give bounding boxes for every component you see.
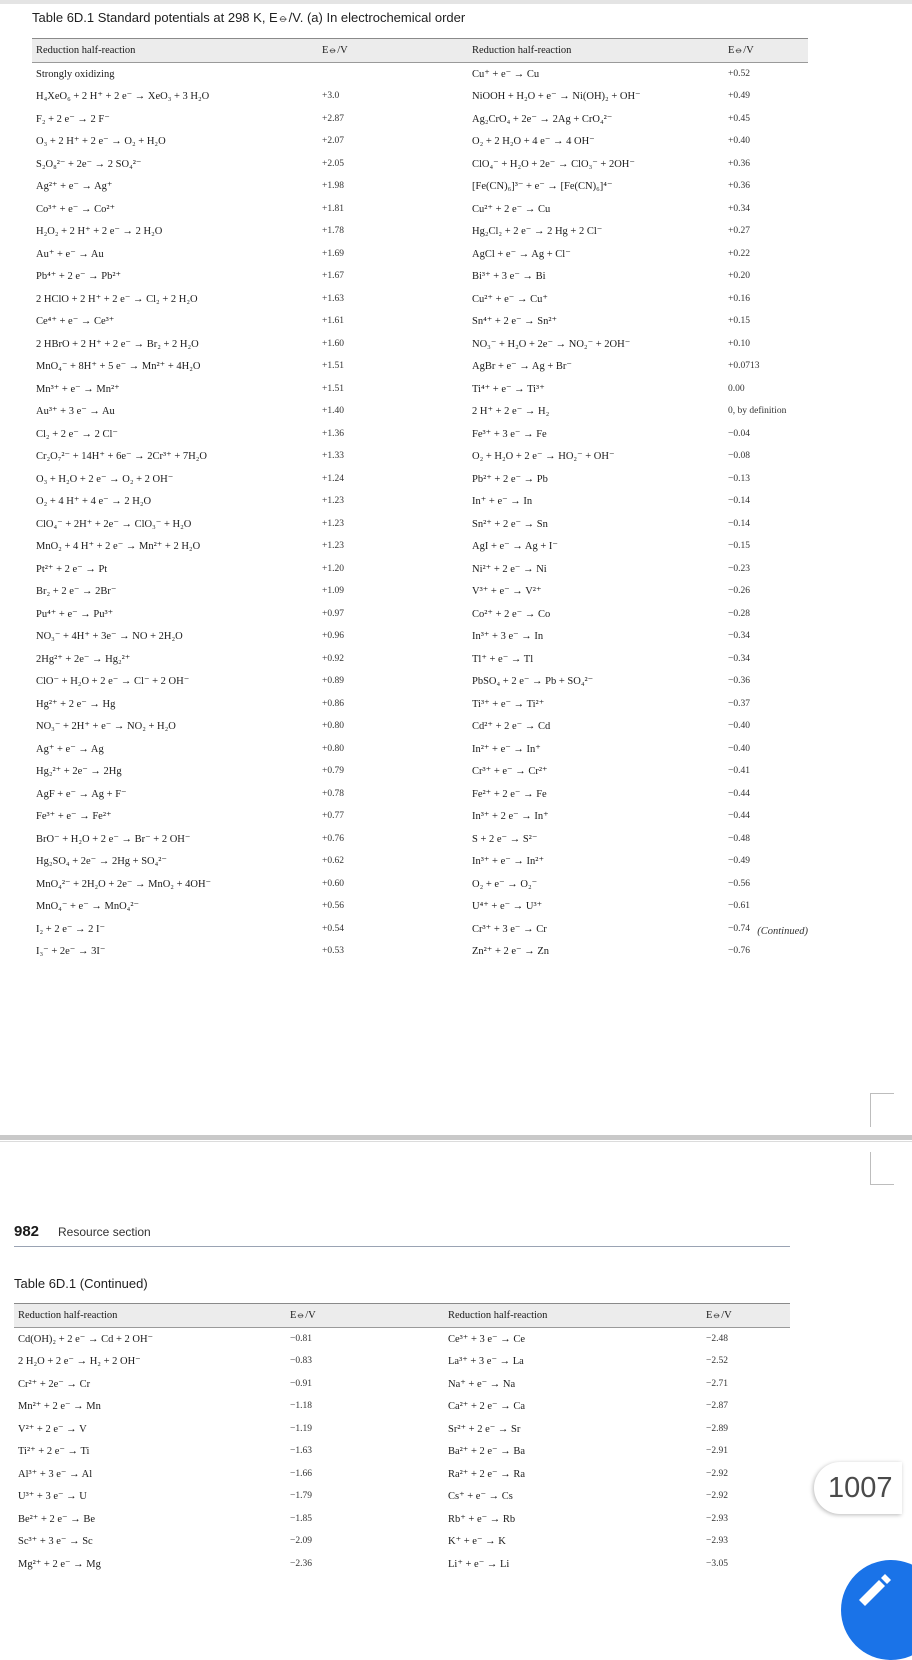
table-row [32,558,808,581]
cell-potential-left: +0.60 [322,878,344,889]
table-row [32,490,808,513]
cell-potential-left: +1.24 [322,473,344,484]
cell-potential-left: +2.87 [322,113,344,124]
cell-reaction-right: Fe²⁺ + 2 e⁻ → Fe [472,788,547,800]
cell-potential-left: −0.91 [290,1378,312,1389]
table-row [32,175,808,198]
cell-reaction-right: Sn⁴⁺ + 2 e⁻ → Sn²⁺ [472,316,558,328]
cell-potential-left: −1.63 [290,1446,312,1457]
cell-reaction-left: Ag²⁺ + e⁻ → Ag⁺ [36,181,113,193]
cell-potential-left: −0.81 [290,1334,312,1344]
table-row [32,738,808,761]
cell-reaction-right: AgCl + e⁻ → Ag + Cl⁻ [472,248,571,260]
cell-reaction-right: Ce³⁺ + 3 e⁻ → Ce [448,1334,526,1345]
table-row [32,535,808,558]
table-row [32,265,808,288]
pencil-icon [845,1566,895,1606]
cell-reaction-left: 2 H₂O + 2 e⁻ → H₂ + 2 OH⁻ [18,1356,141,1368]
page-indicator-scroll-handle[interactable] [814,1462,902,1514]
table-row [14,1328,790,1351]
cell-reaction-right: La³⁺ + 3 e⁻ → La [448,1356,524,1368]
cell-potential-right: −0.26 [728,586,750,597]
cell-potential-left: +0.80 [322,721,344,732]
cell-potential-right: −2.87 [706,1401,728,1412]
cell-potential-right: −0.74 [728,923,750,934]
table-row [14,1418,790,1441]
table-row [14,1373,790,1396]
continued-note: (Continued) [757,926,808,937]
cell-reaction-right: AgI + e⁻ → Ag + I⁻ [472,541,558,553]
column-header-potential-left: E⦵/V [290,1304,448,1328]
cell-potential-left: +0.92 [322,653,344,664]
cell-potential-left: +0.89 [322,676,344,687]
cell-potential-right: −0.28 [728,608,750,619]
section-label: Resource section [58,1225,151,1239]
cell-reaction-left: S₂O₈²⁻ + 2e⁻ → 2 SO₄²⁻ [36,158,142,170]
cell-reaction-right: Ag₂CrO₄ + 2e⁻ → 2Ag + CrO₄²⁻ [472,113,613,125]
cell-reaction-left: I₂ + 2 e⁻ → 2 I⁻ [36,923,106,935]
cell-reaction-right: Cs⁺ + e⁻ → Cs [448,1491,513,1503]
page-edge-mark [870,1093,871,1127]
table-row [32,895,808,918]
cell-reaction-left: MnO₄⁻ + e⁻ → MnO₄²⁻ [36,901,140,913]
table-row [14,1395,790,1418]
cell-potential-left: +1.60 [322,338,344,349]
cell-reaction-left: 2Hg²⁺ + 2e⁻ → Hg₂²⁺ [36,653,131,665]
table-row [32,288,808,311]
cell-potential-left: +1.51 [322,383,344,394]
cell-potential-left [322,63,472,86]
cell-reaction-left: Sc³⁺ + 3 e⁻ → Sc [18,1536,93,1548]
cell-reaction-right: In²⁺ + e⁻ → In⁺ [472,743,541,755]
cell-potential-left: +1.40 [322,406,344,417]
cell-potential-right: −0.41 [728,766,750,777]
cell-potential-right: −2.52 [706,1356,728,1367]
cell-potential-right: −0.37 [728,698,750,709]
cell-potential-left: +2.05 [322,158,344,169]
standard-potentials-table [32,38,808,963]
cell-reaction-left: V²⁺ + 2 e⁻ → V [18,1423,87,1435]
cell-reaction-right: Cd²⁺ + 2 e⁻ → Cd [472,721,551,733]
cell-potential-left: −1.85 [290,1513,312,1524]
table-row [32,355,808,378]
page-indicator-label: 1007 [828,1472,893,1504]
cell-reaction-left: Br₂ + 2 e⁻ → 2Br⁻ [36,586,117,598]
cell-reaction-right: Cr³⁺ + e⁻ → Cr²⁺ [472,766,548,778]
cell-reaction-left: Mn³⁺ + e⁻ → Mn²⁺ [36,383,120,395]
cell-potential-left: +2.07 [322,136,344,147]
cell-potential-left: +0.56 [322,901,344,912]
cell-reaction-left: Al³⁺ + 3 e⁻ → Al [18,1468,93,1480]
table-row [32,153,808,176]
cell-potential-left: +1.78 [322,226,344,237]
cell-potential-left: +0.86 [322,698,344,709]
cell-potential-right: −2.93 [706,1513,728,1524]
cell-potential-left: −1.18 [290,1401,312,1412]
cell-potential-right: +0.22 [728,248,750,259]
cell-potential-right: +0.10 [728,338,750,349]
cell-reaction-right: Cu²⁺ + 2 e⁻ → Cu [472,203,551,215]
cell-reaction-left: Pb⁴⁺ + 2 e⁻ → Pb²⁺ [36,271,122,283]
table-row [32,198,808,221]
cell-potential-left: −0.83 [290,1356,312,1367]
cell-reaction-left: ClO⁻ + H₂O + 2 e⁻ → Cl⁻ + 2 OH⁻ [36,676,190,688]
cell-potential-left: +1.67 [322,271,344,282]
cell-potential-left: +1.09 [322,586,344,597]
cell-potential-right: −0.15 [728,541,750,552]
cell-reaction-left: Au³⁺ + 3 e⁻ → Au [36,406,115,418]
table-row [32,310,808,333]
cell-potential-right: −0.48 [728,833,750,844]
cell-potential-left: +0.78 [322,788,344,799]
table-header-row [14,1304,790,1328]
cell-potential-right: −2.91 [706,1446,728,1457]
cell-reaction-right: NO₃⁻ + H₂O + 2e⁻ → NO₂⁻ + 2OH⁻ [472,338,631,350]
cell-potential-right: +0.15 [728,316,750,327]
cell-potential-left: +1.69 [322,248,344,259]
table-row [32,715,808,738]
cell-potential-right: +0.0713 [728,361,760,372]
page-edge-mark [870,1184,894,1185]
cell-reaction-right: Sr²⁺ + 2 e⁻ → Sr [448,1423,521,1435]
cell-potential-left: −1.66 [290,1468,312,1479]
cell-potential-right: −0.14 [728,518,750,529]
table-row [32,130,808,153]
cell-reaction-right: PbSO₄ + 2 e⁻ → Pb + SO₄²⁻ [472,676,594,688]
cell-reaction-left: Cr²⁺ + 2e⁻ → Cr [18,1378,91,1390]
cell-reaction-left: Hg²⁺ + 2 e⁻ → Hg [36,698,116,710]
table-row [14,1485,790,1508]
column-header-reaction-left: Reduction half-reaction [32,39,322,63]
cell-potential-left: +1.63 [322,293,344,304]
cell-reaction-right: Zn²⁺ + 2 e⁻ → Zn [472,946,550,958]
cell-potential-right: +0.34 [728,203,750,214]
page-number: 982 [14,1223,40,1240]
cell-potential-right: −0.34 [728,631,750,642]
standard-potentials-table-continued [14,1303,790,1575]
column-header-reaction-left: Reduction half-reaction [14,1304,290,1328]
table-caption: Table 6D.1 Standard potentials at 298 K, E⦵/V. (a) In electrochemical order [32,10,466,25]
cell-potential-right: −0.08 [728,451,750,462]
cell-reaction-left: Hg₂²⁺ + 2e⁻ → 2Hg [36,766,122,778]
cell-potential-right: −2.89 [706,1423,728,1434]
cell-reaction-right: V³⁺ + e⁻ → V²⁺ [472,586,542,598]
cell-potential-right: −3.05 [706,1558,728,1569]
cell-reaction-right: Li⁺ + e⁻ → Li [448,1558,510,1570]
cell-reaction-left: Ce⁴⁺ + e⁻ → Ce³⁺ [36,316,115,328]
cell-reaction-left: MnO₄⁻ + 8H⁺ + 5 e⁻ → Mn²⁺ + 4H₂O [36,361,201,373]
cell-reaction-right: [Fe(CN)₆]³⁻ + e⁻ → [Fe(CN)₆]⁴⁻ [472,181,613,193]
cell-potential-right: 0, by definition [728,406,787,417]
cell-reaction-right: O₂ + 2 H₂O + 4 e⁻ → 4 OH⁻ [472,136,595,148]
cell-reaction-left: O₃ + 2 H⁺ + 2 e⁻ → O₂ + H₂O [36,136,166,148]
cell-reaction-right: Ra²⁺ + 2 e⁻ → Ra [448,1468,526,1480]
cell-potential-left: +1.23 [322,541,344,552]
cell-reaction-right: O₂ + e⁻ → O₂⁻ [472,878,538,890]
cell-reaction-right: Ba²⁺ + 2 e⁻ → Ba [448,1446,526,1458]
cell-potential-left: +1.81 [322,203,344,214]
page-separator [0,1135,912,1140]
cell-reaction-left: Strongly oxidizing [36,68,115,80]
cell-reaction-left: U³⁺ + 3 e⁻ → U [18,1491,87,1503]
edit-button[interactable] [841,1560,912,1660]
cell-potential-left: −1.19 [290,1423,312,1434]
table-row [32,648,808,671]
cell-potential-right: −0.44 [728,788,750,799]
cell-potential-left: +1.20 [322,563,344,574]
cell-reaction-right: Rb⁺ + e⁻ → Rb [448,1513,516,1525]
cell-potential-left: +1.23 [322,496,344,507]
cell-reaction-left: Au⁺ + e⁻ → Au [36,248,104,260]
cell-reaction-left: Cr₂O₇²⁻ + 14H⁺ + 6e⁻ → 2Cr³⁺ + 7H₂O [36,451,207,463]
cell-reaction-right: ClO₄⁻ + H₂O + 2e⁻ → ClO₃⁻ + 2OH⁻ [472,158,635,170]
table-row [32,670,808,693]
cell-reaction-right: In³⁺ + 3 e⁻ → In [472,631,544,643]
cell-reaction-right: Ti³⁺ + e⁻ → Ti²⁺ [472,698,545,710]
cell-potential-left: +0.54 [322,923,344,934]
column-header-reaction-right: Reduction half-reaction [448,1304,706,1328]
cell-reaction-left: H₂O₂ + 2 H⁺ + 2 e⁻ → 2 H₂O [36,226,163,238]
cell-potential-left: +0.53 [322,946,344,957]
cell-reaction-left: O₃ + H₂O + 2 e⁻ → O₂ + 2 OH⁻ [36,473,174,485]
column-header-potential-right: E⦵/V [728,39,808,63]
table-row [32,940,808,963]
cell-potential-left: +0.96 [322,631,344,642]
cell-reaction-right: S + 2 e⁻ → S²⁻ [472,833,538,845]
table-row [32,220,808,243]
top-divider [0,0,912,4]
cell-potential-left: +0.97 [322,608,344,619]
table-row [32,873,808,896]
table-row [32,63,808,86]
cell-reaction-left: AgF + e⁻ → Ag + F⁻ [36,788,127,800]
cell-potential-left: +0.79 [322,766,344,777]
cell-reaction-left: Pt²⁺ + 2 e⁻ → Pt [36,563,108,575]
cell-potential-left: +0.77 [322,811,344,822]
cell-reaction-right: NiOOH + H₂O + e⁻ → Ni(OH)₂ + OH⁻ [472,91,641,103]
cell-reaction-right: Cu⁺ + e⁻ → Cu [472,69,540,80]
cell-reaction-right: Fe³⁺ + 3 e⁻ → Fe [472,428,547,440]
cell-potential-right: −2.92 [706,1491,728,1502]
cell-reaction-left: 2 HClO + 2 H⁺ + 2 e⁻ → Cl₂ + 2 H₂O [36,293,198,305]
cell-reaction-left: BrO⁻ + H₂O + 2 e⁻ → Br⁻ + 2 OH⁻ [36,833,191,845]
cell-potential-right: −0.40 [728,721,750,732]
table-row [32,693,808,716]
cell-reaction-right: Tl⁺ + e⁻ → Tl [472,653,534,665]
cell-potential-left: +3.0 [322,91,340,102]
cell-reaction-left: Hg₂SO₄ + 2e⁻ → 2Hg + SO₄²⁻ [36,856,167,868]
page-separator-line [0,1141,912,1142]
table-row [14,1463,790,1486]
cell-potential-left: +1.23 [322,518,344,529]
cell-reaction-right: In³⁺ + 2 e⁻ → In⁺ [472,811,549,823]
cell-potential-left: −2.09 [290,1536,312,1547]
cell-potential-right: −0.23 [728,563,750,574]
cell-potential-right: 0.00 [728,383,745,394]
table-row [32,333,808,356]
cell-potential-left: +0.62 [322,856,344,867]
cell-potential-left: −2.36 [290,1558,312,1569]
cell-reaction-right: Cr³⁺ + 3 e⁻ → Cr [472,923,547,935]
table-row [32,445,808,468]
cell-reaction-right: Ti⁴⁺ + e⁻ → Ti³⁺ [472,383,545,395]
cell-reaction-left: Be²⁺ + 2 e⁻ → Be [18,1513,96,1525]
cell-reaction-left: Mn²⁺ + 2 e⁻ → Mn [18,1401,101,1413]
page-edge-mark [870,1152,871,1185]
table-row [32,243,808,266]
table-row [32,805,808,828]
cell-reaction-left: Cd(OH)₂ + 2 e⁻ → Cd + 2 OH⁻ [18,1334,154,1345]
cell-reaction-left: O₂ + 4 H⁺ + 4 e⁻ → 2 H₂O [36,496,152,508]
cell-potential-right: −0.40 [728,743,750,754]
table-row [32,625,808,648]
cell-potential-left: +0.80 [322,743,344,754]
table-row [32,603,808,626]
cell-potential-right: −2.48 [706,1334,728,1344]
cell-reaction-right: Co²⁺ + 2 e⁻ → Co [472,608,551,620]
cell-reaction-left: Pu⁴⁺ + e⁻ → Pu³⁺ [36,608,114,620]
table-row [32,108,808,131]
cell-reaction-left: Ag⁺ + e⁻ → Ag [36,743,104,755]
cell-reaction-right: In³⁺ + e⁻ → In²⁺ [472,856,544,868]
cell-reaction-left: Co³⁺ + e⁻ → Co²⁺ [36,203,116,215]
cell-reaction-right: AgBr + e⁻ → Ag + Br⁻ [472,361,572,373]
page-edge-mark [870,1093,894,1094]
cell-potential-left: +0.76 [322,833,344,844]
cell-potential-right: +0.16 [728,293,750,304]
table-row [32,423,808,446]
cell-potential-right: +0.36 [728,158,750,169]
cell-reaction-left: NO₃⁻ + 4H⁺ + 3e⁻ → NO + 2H₂O [36,631,183,643]
cell-reaction-right: Hg₂Cl₂ + 2 e⁻ → 2 Hg + 2 Cl⁻ [472,226,603,238]
cell-reaction-left: H₄XeO₆ + 2 H⁺ + 2 e⁻ → XeO₃ + 3 H₂O [36,91,210,103]
table-row [32,918,808,941]
cell-reaction-left: Cl₂ + 2 e⁻ → 2 Cl⁻ [36,428,118,440]
cell-potential-right: +0.40 [728,136,750,147]
cell-reaction-left: ClO₄⁻ + 2H⁺ + 2e⁻ → ClO₃⁻ + H₂O [36,518,192,530]
table-row [14,1530,790,1553]
header-rule [14,1246,790,1247]
cell-reaction-left: 2 HBrO + 2 H⁺ + 2 e⁻ → Br₂ + 2 H₂O [36,338,199,350]
cell-potential-right: +0.36 [728,181,750,192]
cell-potential-right: −0.61 [728,901,750,912]
cell-potential-right: +0.45 [728,113,750,124]
cell-reaction-left: Mg²⁺ + 2 e⁻ → Mg [18,1558,101,1570]
cell-potential-right: +0.49 [728,91,750,102]
cell-potential-right: −0.49 [728,856,750,867]
cell-potential-right: −0.44 [728,811,750,822]
cell-potential-left: +1.36 [322,428,344,439]
cell-potential-left: +1.51 [322,361,344,372]
table-caption-continued: Table 6D.1 (Continued) [14,1276,148,1291]
table-row [14,1440,790,1463]
cell-reaction-right: Ni²⁺ + 2 e⁻ → Ni [472,563,547,575]
column-header-potential-right: E⦵/V [706,1304,790,1328]
cell-reaction-left: MnO₄²⁻ + 2H₂O + 2e⁻ → MnO₂ + 4OH⁻ [36,878,212,890]
cell-potential-right: −0.34 [728,653,750,664]
table-row [32,850,808,873]
cell-reaction-right: 2 H⁺ + 2 e⁻ → H₂ [472,406,550,418]
cell-potential-left: +1.33 [322,451,344,462]
cell-reaction-right: Sn²⁺ + 2 e⁻ → Sn [472,518,548,530]
table-row [32,513,808,536]
cell-potential-right: +0.27 [728,226,750,237]
table-row [32,468,808,491]
cell-potential-right: −0.56 [728,878,750,889]
cell-potential-right: −2.93 [706,1536,728,1547]
cell-potential-right: −0.14 [728,496,750,507]
cell-potential-right: −0.13 [728,473,750,484]
cell-potential-right: +0.20 [728,271,750,282]
cell-potential-left: +1.61 [322,316,344,327]
cell-reaction-left: I₃⁻ + 2e⁻ → 3I⁻ [36,946,106,958]
cell-reaction-left: F₂ + 2 e⁻ → 2 F⁻ [36,113,110,125]
table-row [14,1553,790,1576]
cell-reaction-right: U⁴⁺ + e⁻ → U³⁺ [472,901,543,913]
table-row [32,85,808,108]
cell-potential-right: −2.71 [706,1378,728,1389]
cell-reaction-right: Ca²⁺ + 2 e⁻ → Ca [448,1401,526,1413]
cell-reaction-left: Fe³⁺ + e⁻ → Fe²⁺ [36,811,112,823]
column-header-potential-left: E⦵/V [322,39,472,63]
table-header-row [32,39,808,63]
table-row [32,580,808,603]
cell-potential-right: −0.04 [728,428,750,439]
cell-reaction-right: Cu²⁺ + e⁻ → Cu⁺ [472,293,548,305]
cell-reaction-right: K⁺ + e⁻ → K [448,1536,506,1548]
table-row [14,1508,790,1531]
cell-reaction-right: In⁺ + e⁻ → In [472,496,533,508]
table-row [32,760,808,783]
cell-potential-right: +0.52 [728,69,750,79]
table-row [32,783,808,806]
cell-potential-right: −0.76 [728,946,750,957]
column-header-reaction-right: Reduction half-reaction [472,39,728,63]
cell-reaction-right: Pb²⁺ + 2 e⁻ → Pb [472,473,548,485]
table-row [32,828,808,851]
cell-reaction-right: Bi³⁺ + 3 e⁻ → Bi [472,271,546,283]
cell-reaction-left: NO₃⁻ + 2H⁺ + e⁻ → NO₂ + H₂O [36,721,176,733]
cell-reaction-left: Ti²⁺ + 2 e⁻ → Ti [18,1446,90,1458]
cell-potential-right: −2.92 [706,1468,728,1479]
table-row [32,400,808,423]
cell-reaction-right: O₂ + H₂O + 2 e⁻ → HO₂⁻ + OH⁻ [472,451,615,463]
cell-reaction-right: Na⁺ + e⁻ → Na [448,1378,516,1390]
table-row [14,1350,790,1373]
cell-potential-left: −1.79 [290,1491,312,1502]
table-row [32,378,808,401]
cell-potential-right: −0.36 [728,676,750,687]
cell-potential-left: +1.98 [322,181,344,192]
cell-reaction-left: MnO₂ + 4 H⁺ + 2 e⁻ → Mn²⁺ + 2 H₂O [36,541,201,553]
